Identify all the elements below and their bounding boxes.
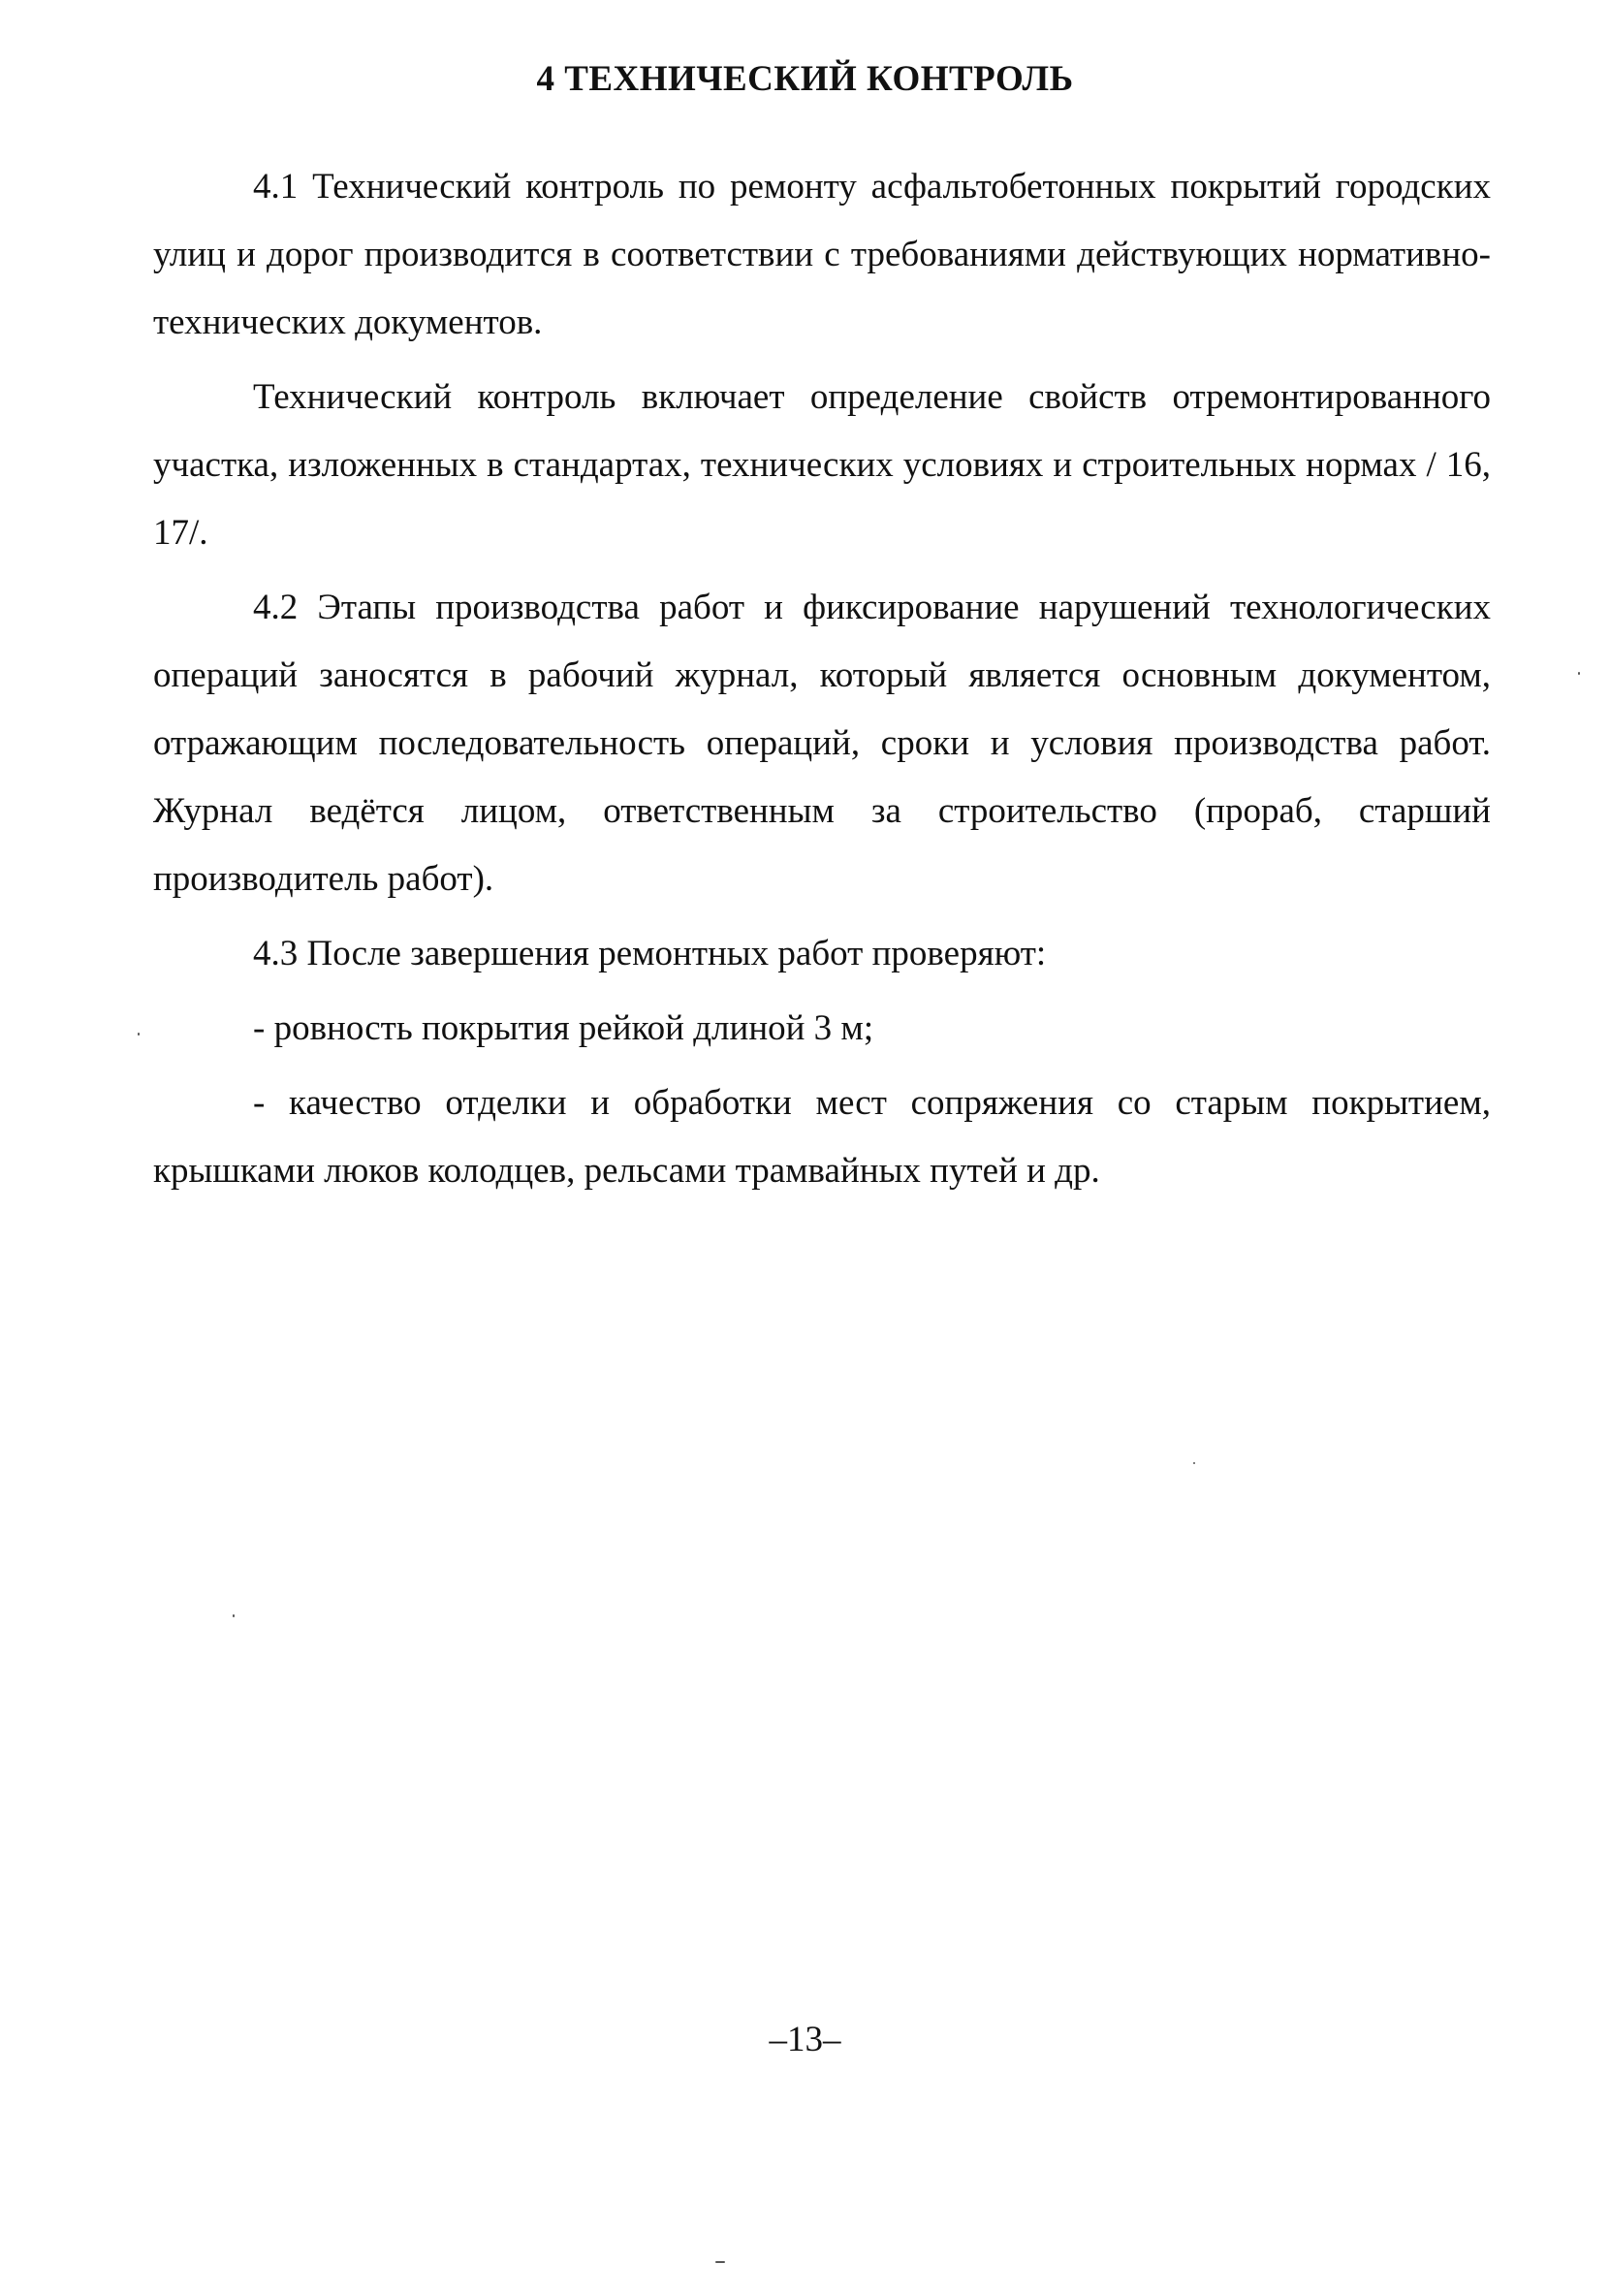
scan-speck <box>1193 1462 1195 1464</box>
scan-speck <box>1578 672 1580 675</box>
paragraph-control-includes: Технический контроль включает определение свойств отремонтированного участка, изложенных в стандартах, технических условиях и строительных нормах / 16, 17/. <box>153 377 1491 553</box>
scan-speck <box>138 1033 140 1036</box>
paragraph-4-2: 4.2 Этапы производства работ и фиксирование нарушений технологических операций заносятся в рабочий журнал, который является основным документом, отражающим последовательность операций, сроки и условия производства работ. Журнал ведётся лицом, ответственным за строительство (прораб, старший производитель работ). <box>153 588 1491 899</box>
paragraph-4-3: 4.3 После завершения ремонтных работ проверяют: <box>253 934 1047 973</box>
section-heading: 4 ТЕХНИЧЕСКИЙ КОНТРОЛЬ <box>536 59 1074 99</box>
scan-speck <box>715 2261 725 2263</box>
paragraph-4-1: 4.1 Технический контроль по ремонту асфальтобетонных покрытий городских улиц и дорог производится в соответствии с требованиями действующих нормативно-технических документов. <box>153 167 1491 342</box>
section-body <box>153 153 1491 1212</box>
list-item-finish-quality: - качество отделки и обработки мест сопряжения со старым покрытием, крышками люков колодцев, рельсами трамвайных путей и др. <box>153 1083 1491 1191</box>
list-item-evenness: - ровность покрытия рейкой длиной 3 м; <box>253 1008 874 1048</box>
scan-speck <box>233 1614 235 1617</box>
page-number: –13– <box>769 2020 841 2059</box>
